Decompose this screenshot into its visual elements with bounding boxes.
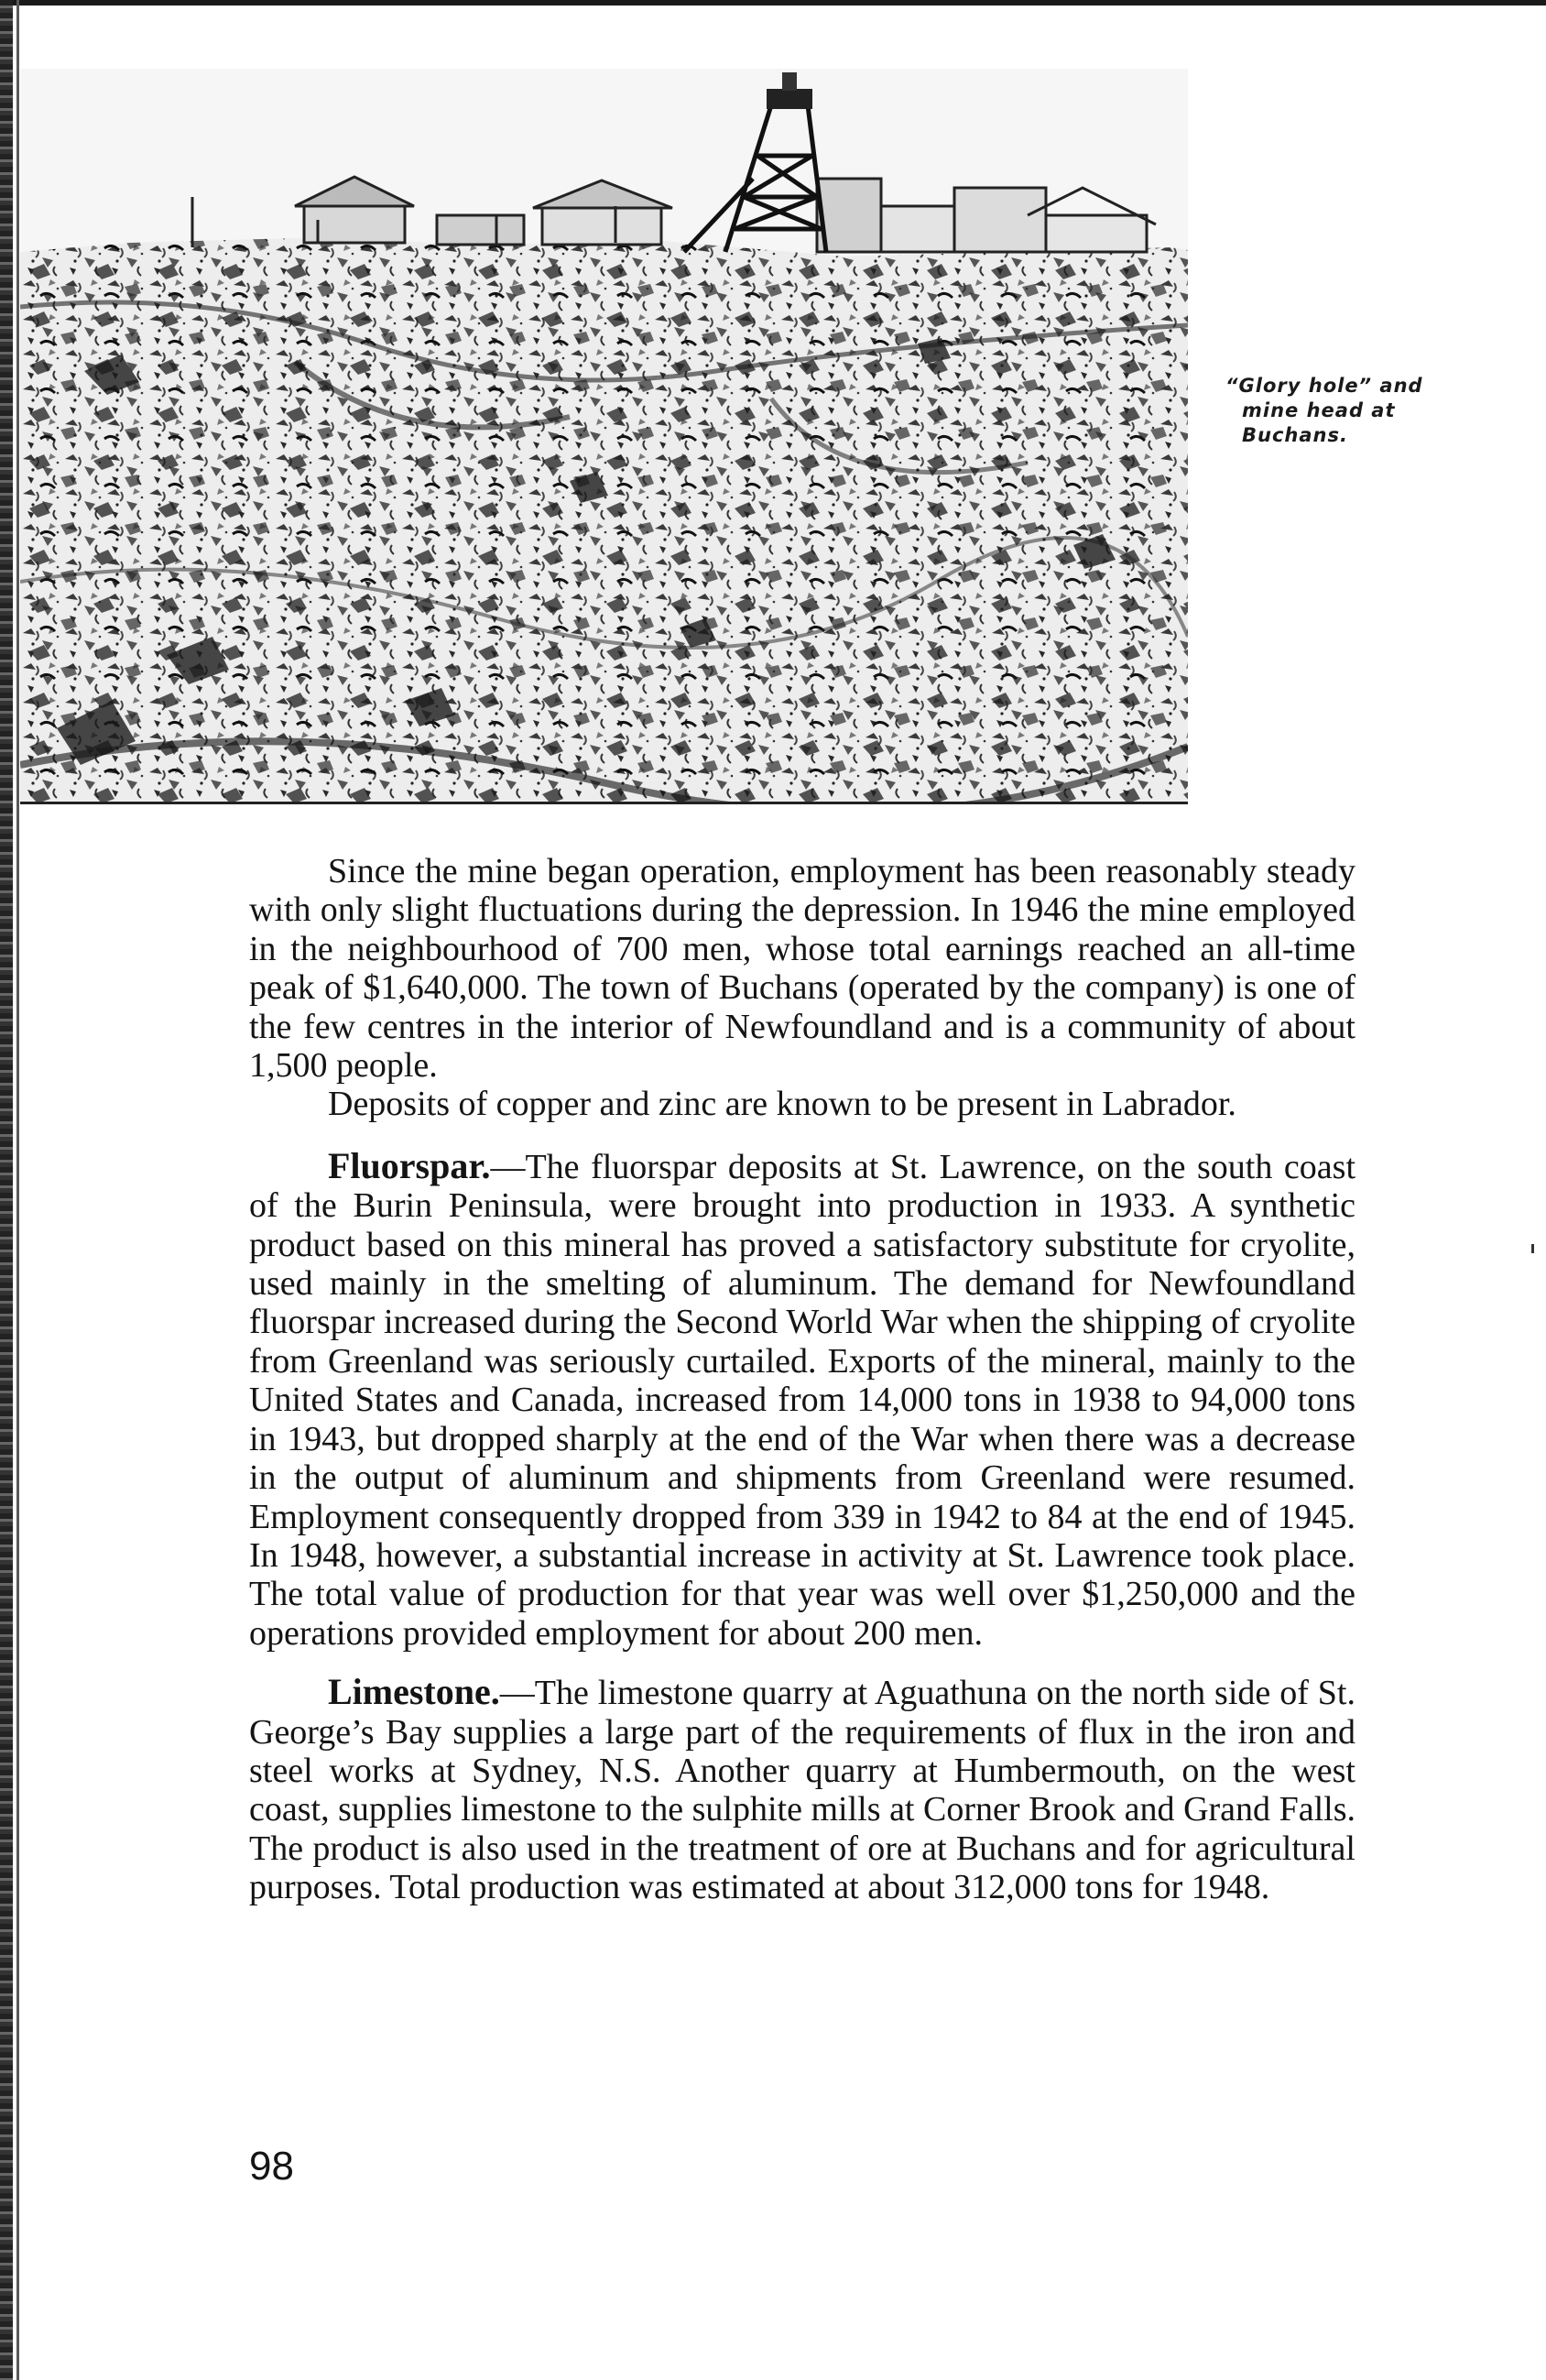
photo-caption: [1225, 374, 1482, 448]
page-number: 98: [249, 2144, 294, 2189]
paragraph-limestone: [249, 1673, 1355, 1906]
section-heading-limestone: Limestone.: [328, 1671, 500, 1713]
binding-edge: [0, 0, 13, 2380]
margin-mark: [1531, 1244, 1534, 1253]
page-top-edge: [0, 0, 1546, 5]
body-text: [249, 852, 1355, 1907]
section-heading-fluorspar: Fluorspar.: [328, 1144, 491, 1186]
caption-line: “Glory hole” and: [1225, 375, 1423, 397]
paragraph-text: —The limestone quarry at Aguathuna on the north side of St. George’s Bay supplies a large part of the requirements of flux in the iron and steel works at Sydney, N.S. Another quarry at Humbermouth, on the west coast, supplies limestone to the sulphite mills at Corner Brook and Grand Falls. The product is also used in the treatment of ore at Buchans and for agricultural purposes. Total production was estimated at about 312,000 tons for 1948.: [249, 1674, 1355, 1907]
paragraph-copper-zinc: [249, 1085, 1355, 1123]
mine-photo-illustration: [20, 69, 1188, 802]
caption-line: Buchans.: [1242, 424, 1348, 446]
paragraph-text: Since the mine began operation, employment has been reasonably steady with only slight fluctuations during the depression. In 1946 the mine employed in the neighbourhood of 700 men, whose total earnings reached an all-time peak of $1,640,000. The town of Buchans (operated by the company) is one of the few centres in the interior of Newfoundland and is a community of about 1,500 people.: [249, 852, 1355, 1086]
caption-line: mine head at: [1242, 399, 1396, 421]
glory-hole-photo: [20, 69, 1188, 804]
paragraph-employment: [249, 852, 1355, 1085]
paragraph-fluorspar: [249, 1144, 1355, 1653]
paragraph-text: —The fluorspar deposits at St. Lawrence, on the south coast of the Burin Peninsula, were brought into production in 1933. A synthetic product based on this mineral has proved a satisfactory substitute for cryolite, used mainly in the smelting of aluminum. The demand for Newfoundland fluorspar increased during the Second World War when the shipping of cryolite from Greenland was seriously curtailed. Exports of the mineral, mainly to the United States and Canada, increased from 14,000 tons in 1938 to 94,000 tons in 1943, but dropped sharply at the end of the War when there was a decrease in the output of aluminum and shipments from Greenland were resumed. Employment consequently dropped from 339 in 1942 to 84 at the end of 1945. In 1948, however, a substantial increase in activity at St. Lawrence took place. The total value of production for that year was well over $1,250,000 and the operations provided employment for about 200 men.: [249, 1147, 1355, 1653]
binding-edge-line: [16, 0, 19, 2380]
paragraph-text: Deposits of copper and zinc are known to be present in Labrador.: [328, 1085, 1236, 1124]
